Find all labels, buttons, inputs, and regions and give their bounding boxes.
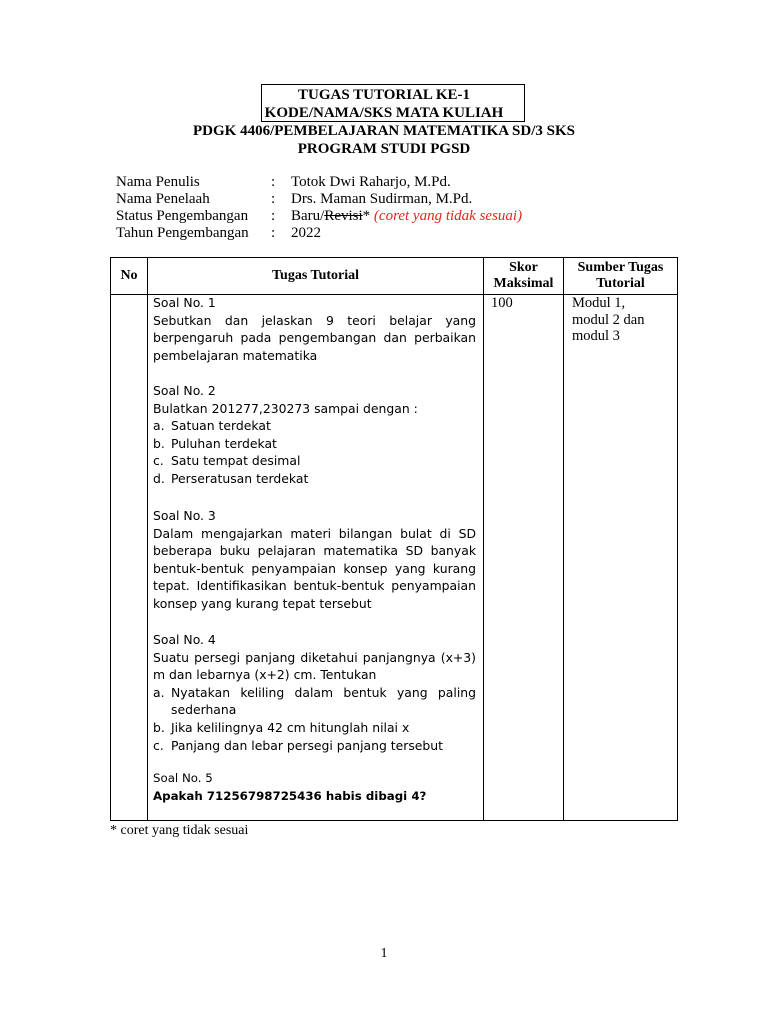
page-number: 1 xyxy=(380,946,388,961)
soal-3 xyxy=(153,507,476,613)
header-tugas: Tugas Tutorial xyxy=(148,258,484,295)
course-line: PDGK 4406/PEMBELAJARAN MATEMATIKA SD/3 SKS xyxy=(193,123,575,139)
info-penelaah xyxy=(116,190,472,208)
title-line-1: TUGAS TUTORIAL KE-1 xyxy=(298,87,470,103)
penelaah-value: Drs. Maman Sudirman, M.Pd. xyxy=(291,191,473,207)
header-skor: Skor Maksimal xyxy=(484,258,564,295)
soal-text: Dalam mengajarkan materi bilangan bulat di SD beberapa buku pelajaran matematika SD banyak bentuk-bentuk penyampaian konsep yang kurang tepat. Identifikasikan bentuk-bentuk penyampaian konsep yang kurang tepat tersebut xyxy=(153,525,476,611)
info-tahun xyxy=(116,224,321,242)
colon: : xyxy=(271,208,276,224)
sumber-value xyxy=(572,295,645,345)
soal-title: Soal No. 4 xyxy=(153,632,216,647)
title-line-2: KODE/NAMA/SKS MATA KULIAH xyxy=(264,105,504,121)
tahun-value: 2022 xyxy=(291,225,321,241)
list-item: a. Nyatakan keliling dalam bentuk yang paling sederhana xyxy=(153,684,476,718)
soal-1 xyxy=(153,294,476,364)
penelaah-label: Nama Penelaah xyxy=(116,191,210,207)
soal-title: Soal No. 3 xyxy=(153,508,216,523)
table-header-row xyxy=(111,258,678,295)
sumber-line: Modul 1, xyxy=(572,295,626,311)
soal-title: Soal No. 2 xyxy=(153,383,216,398)
soal-title: Soal No. 1 xyxy=(153,295,216,310)
soal-text: Apakah 71256798725436 habis dibagi 4? xyxy=(153,788,427,803)
footnote: * coret yang tidak sesuai xyxy=(110,823,249,838)
list-item: c. Panjang dan lebar persegi panjang tersebut xyxy=(153,737,444,753)
soal-text: Sebutkan dan jelaskan 9 teori belajar yang berpengaruh pada pengembangan dan perbaikan pembelajaran matematika xyxy=(153,312,476,363)
program-line: PROGRAM STUDI PGSD xyxy=(297,141,471,157)
header-sumber: Sumber Tugas Tutorial xyxy=(564,258,678,295)
penulis-value: Totok Dwi Raharjo, M.Pd. xyxy=(291,174,451,190)
soal-title: Soal No. 5 xyxy=(153,771,213,785)
colon: : xyxy=(271,174,276,190)
info-status xyxy=(116,207,522,225)
status-note: (coret yang tidak sesuai) xyxy=(373,208,523,224)
list-item: b. Jika kelilingnya 42 cm hitunglah nilai x xyxy=(153,719,410,735)
status-star: * xyxy=(362,208,371,224)
info-penulis xyxy=(116,173,451,191)
list-item: a. Satuan terdekat xyxy=(153,418,271,434)
list-item: c. Satu tempat desimal xyxy=(153,453,301,469)
sumber-line: modul 3 xyxy=(572,328,620,344)
sumber-line: modul 2 dan xyxy=(572,311,645,328)
soal-text: Bulatkan 201277,230273 sampai dengan : xyxy=(153,400,418,416)
list-item: d. Perseratusan terdekat xyxy=(153,470,309,486)
colon: : xyxy=(271,191,276,207)
status-baru: Baru/ xyxy=(291,208,325,224)
penulis-label: Nama Penulis xyxy=(116,174,200,190)
cell-skor xyxy=(484,295,564,821)
soal-4 xyxy=(153,631,476,754)
status-revisi-struck: Revisi xyxy=(324,208,363,224)
cell-sumber xyxy=(564,295,678,821)
tahun-label: Tahun Pengembangan xyxy=(116,225,249,241)
soal-text: Suatu persegi panjang diketahui panjangnya (x+3) m dan lebarnya (x+2) cm. Tentukan xyxy=(153,649,476,683)
soal-5 xyxy=(153,770,476,805)
soal-2 xyxy=(153,382,476,488)
list-item: b. Puluhan terdekat xyxy=(153,435,277,451)
colon: : xyxy=(271,225,276,241)
skor-value: 100 xyxy=(491,295,513,311)
status-label: Status Pengembangan xyxy=(116,208,249,224)
cell-no xyxy=(111,295,148,821)
header-no: No xyxy=(111,258,148,295)
